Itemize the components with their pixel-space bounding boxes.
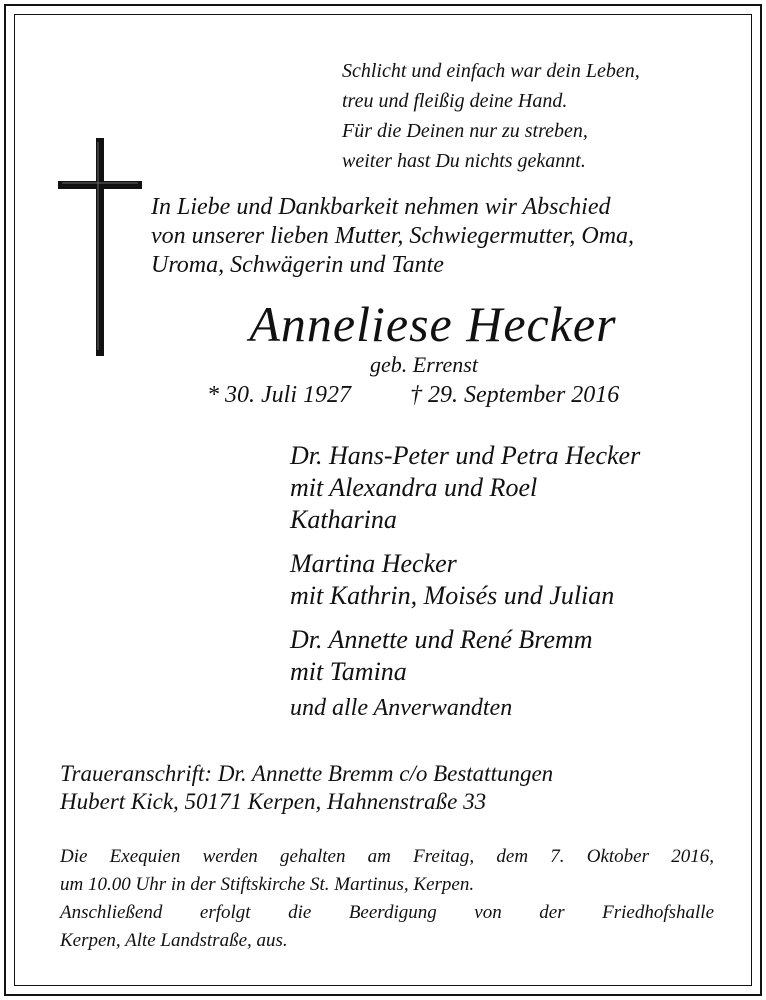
verse-line: Für die Deinen nur zu streben, xyxy=(342,120,588,142)
mourner-line: Katharina xyxy=(290,505,397,534)
verse-line: Schlicht und einfach war dein Leben, xyxy=(342,60,640,82)
mourning-address xyxy=(60,760,553,816)
mourner-line: mit Kathrin, Moisés und Julian xyxy=(290,581,615,610)
verse-line: weiter hast Du nichts gekannt. xyxy=(342,150,586,172)
mourner-line: Dr. Annette und René Bremm xyxy=(290,625,593,654)
address-line: Traueranschrift: Dr. Annette Bremm c/o Bestattungen xyxy=(60,761,554,786)
service-line: Die Exequien werden gehalten am Freitag, dem 7. Oktober 2016, xyxy=(60,846,714,867)
mourner-group xyxy=(290,624,640,688)
service-line: Kerpen, Alte Landstraße, aus. xyxy=(60,930,288,951)
mourner-line: Martina Hecker xyxy=(290,549,457,578)
deceased-name: Anneliese Hecker xyxy=(249,296,617,352)
intro-line: In Liebe und Dankbarkeit nehmen wir Abschied xyxy=(151,194,611,220)
farewell-intro xyxy=(151,193,634,280)
birth-name: geb. Errenst xyxy=(370,352,478,377)
death-date: † 29. September 2016 xyxy=(410,382,620,408)
service-line: um 10.00 Uhr in der Stiftskirche St. Martinus, Kerpen. xyxy=(60,874,475,895)
mourner-line: Dr. Hans-Peter und Petra Hecker xyxy=(290,441,641,470)
mourners-list xyxy=(290,440,640,700)
verse-line: treu und fleißig deine Hand. xyxy=(342,90,568,112)
mourner-line: mit Tamina xyxy=(290,657,407,686)
birth-date: * 30. Juli 1927 xyxy=(207,382,351,408)
verse xyxy=(342,56,640,176)
service-line: Anschließend erfolgt die Beerdigung von der Friedhofshalle xyxy=(60,902,714,923)
funeral-service-info xyxy=(60,843,714,955)
mourner-group xyxy=(290,440,640,536)
intro-line: von unserer lieben Mutter, Schwiegermutter, Oma, xyxy=(151,223,635,249)
deceased-name-row xyxy=(0,294,766,354)
mourner-group xyxy=(290,548,640,612)
intro-line: Uroma, Schwägerin und Tante xyxy=(151,252,444,278)
address-line: Hubert Kick, 50171 Kerpen, Hahnenstraße 33 xyxy=(60,789,487,814)
mourner-line: mit Alexandra und Roel xyxy=(290,473,538,502)
relatives-line: und alle Anverwandten xyxy=(290,695,513,721)
